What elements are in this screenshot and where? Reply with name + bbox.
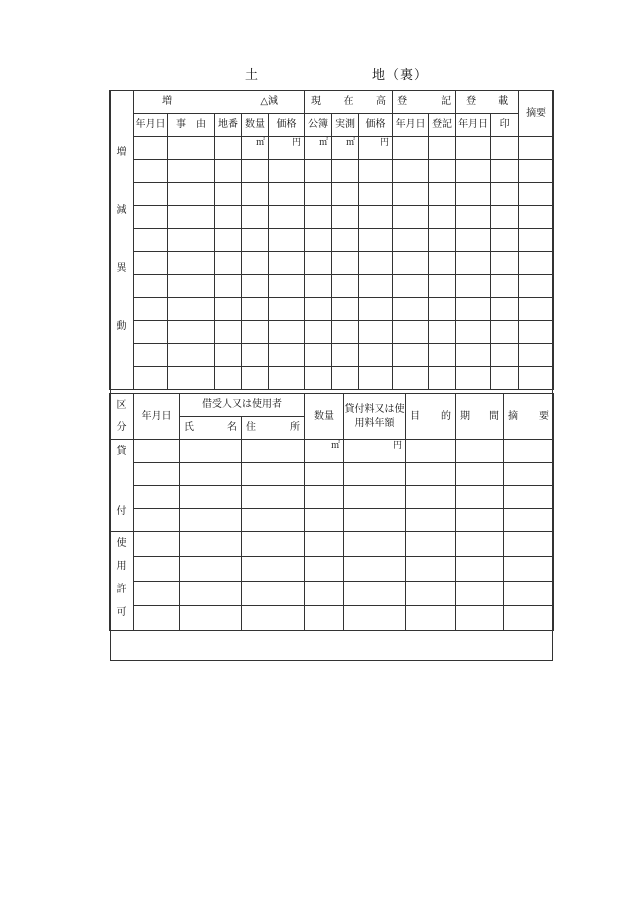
- cell[interactable]: [305, 229, 332, 252]
- cell[interactable]: [429, 160, 456, 183]
- cell[interactable]: [269, 367, 305, 390]
- cell[interactable]: [393, 321, 429, 344]
- cell[interactable]: [456, 298, 491, 321]
- cell[interactable]: [242, 463, 305, 486]
- cell[interactable]: [168, 298, 215, 321]
- cell[interactable]: [504, 440, 554, 463]
- cell[interactable]: [242, 367, 269, 390]
- cell[interactable]: [456, 344, 491, 367]
- side-char: 可: [116, 607, 127, 618]
- side-char: 貸: [116, 446, 127, 457]
- cell[interactable]: [456, 486, 504, 509]
- cell[interactable]: [168, 321, 215, 344]
- registration-group-header: 登 記: [393, 91, 456, 114]
- cell[interactable]: [134, 321, 168, 344]
- cell[interactable]: [134, 275, 168, 298]
- cell[interactable]: [168, 275, 215, 298]
- table-row: [110, 183, 554, 206]
- cell[interactable]: [429, 183, 456, 206]
- cell[interactable]: [215, 183, 242, 206]
- side-char: 減: [116, 205, 127, 216]
- cell[interactable]: [456, 556, 504, 581]
- cell[interactable]: [456, 321, 491, 344]
- cell[interactable]: [429, 321, 456, 344]
- col-header: 数量: [242, 114, 269, 137]
- cell[interactable]: [242, 581, 305, 606]
- name-header: 氏 名: [180, 417, 242, 440]
- col-header: 公簿: [305, 114, 332, 137]
- cell[interactable]: [429, 137, 456, 160]
- cell[interactable]: [456, 440, 504, 463]
- qty-header: 数量: [305, 394, 344, 440]
- cell[interactable]: [305, 463, 344, 486]
- cell[interactable]: [393, 275, 429, 298]
- cell[interactable]: [456, 606, 504, 631]
- cell[interactable]: [305, 344, 332, 367]
- cell[interactable]: [168, 137, 215, 160]
- cell[interactable]: [242, 252, 269, 275]
- side-char: 許: [116, 584, 127, 595]
- side-char: 増: [116, 147, 127, 158]
- col-header: 年月日: [456, 114, 491, 137]
- cell[interactable]: [332, 367, 359, 390]
- cell[interactable]: [491, 298, 519, 321]
- remarks-header: 摘要: [519, 91, 554, 137]
- cell[interactable]: [491, 206, 519, 229]
- unit-fee: 円: [344, 440, 406, 463]
- table-row: [110, 463, 554, 486]
- cell[interactable]: [242, 183, 269, 206]
- cell[interactable]: [429, 206, 456, 229]
- table-row: [110, 321, 554, 344]
- col-header: 地番: [215, 114, 242, 137]
- cell[interactable]: [242, 606, 305, 631]
- cell[interactable]: [269, 160, 305, 183]
- cell[interactable]: [134, 229, 168, 252]
- side-char: 使: [116, 538, 127, 549]
- cell[interactable]: [332, 344, 359, 367]
- cell[interactable]: [168, 344, 215, 367]
- cell[interactable]: [519, 160, 554, 183]
- cell[interactable]: [168, 206, 215, 229]
- cell[interactable]: [456, 367, 491, 390]
- cell[interactable]: [359, 344, 393, 367]
- cell[interactable]: [344, 606, 406, 631]
- cell[interactable]: [134, 160, 168, 183]
- cell[interactable]: [393, 206, 429, 229]
- cell[interactable]: [332, 160, 359, 183]
- cell[interactable]: [168, 367, 215, 390]
- table-row: [110, 252, 554, 275]
- current-group-header: 現 在 高: [305, 91, 393, 114]
- table-row: [110, 367, 554, 390]
- entry-group-header: 登 載: [456, 91, 519, 114]
- cell[interactable]: [180, 463, 242, 486]
- cell[interactable]: [393, 344, 429, 367]
- cell[interactable]: [180, 606, 242, 631]
- cell[interactable]: [242, 440, 305, 463]
- date-header: 年月日: [134, 394, 180, 440]
- lending-table: [109, 393, 554, 631]
- cell[interactable]: [359, 183, 393, 206]
- cell[interactable]: [456, 160, 491, 183]
- table-row: [110, 440, 554, 463]
- table-row: [110, 606, 554, 631]
- cell[interactable]: [215, 229, 242, 252]
- cell[interactable]: [393, 298, 429, 321]
- cell[interactable]: [180, 532, 242, 557]
- cell[interactable]: [359, 229, 393, 252]
- cell[interactable]: [305, 606, 344, 631]
- cell[interactable]: [359, 298, 393, 321]
- cell[interactable]: [242, 556, 305, 581]
- table-row: [110, 532, 554, 557]
- cell[interactable]: [504, 486, 554, 509]
- table-row: [110, 486, 554, 509]
- cell[interactable]: [504, 532, 554, 557]
- cell[interactable]: [504, 463, 554, 486]
- cell[interactable]: [344, 486, 406, 509]
- cell[interactable]: [359, 367, 393, 390]
- cell[interactable]: [429, 298, 456, 321]
- col-header: 事 由: [168, 114, 215, 137]
- cell[interactable]: [180, 556, 242, 581]
- cell[interactable]: [215, 298, 242, 321]
- title-left: 土: [245, 68, 260, 83]
- cell[interactable]: [456, 229, 491, 252]
- cell[interactable]: [305, 252, 332, 275]
- cell[interactable]: [305, 581, 344, 606]
- kubun-header: 区 分: [110, 394, 134, 440]
- cell[interactable]: [344, 556, 406, 581]
- cell[interactable]: [305, 367, 332, 390]
- side-char: 付: [116, 506, 127, 517]
- cell[interactable]: [180, 509, 242, 532]
- cell[interactable]: [406, 556, 456, 581]
- cell[interactable]: [134, 183, 168, 206]
- cell[interactable]: [519, 252, 554, 275]
- unit-cur-price: 円: [359, 137, 393, 160]
- cell[interactable]: [456, 137, 491, 160]
- cell[interactable]: [519, 137, 554, 160]
- cell[interactable]: [519, 229, 554, 252]
- cell[interactable]: [134, 440, 180, 463]
- cell[interactable]: [215, 344, 242, 367]
- cell[interactable]: [215, 160, 242, 183]
- table-row: [110, 509, 554, 532]
- cell[interactable]: [344, 581, 406, 606]
- cell[interactable]: [134, 206, 168, 229]
- cell[interactable]: [134, 486, 180, 509]
- cell[interactable]: [269, 275, 305, 298]
- cell[interactable]: [134, 532, 180, 557]
- cell[interactable]: [305, 321, 332, 344]
- side-char: 用: [116, 561, 127, 572]
- cell[interactable]: [344, 463, 406, 486]
- cell[interactable]: [269, 252, 305, 275]
- table-row: [110, 556, 554, 581]
- col-header: 印: [491, 114, 519, 137]
- cell[interactable]: [491, 367, 519, 390]
- cell[interactable]: [491, 344, 519, 367]
- col-header: 年月日: [134, 114, 168, 137]
- cell[interactable]: [134, 463, 180, 486]
- cell[interactable]: [491, 183, 519, 206]
- cell[interactable]: [359, 252, 393, 275]
- cell[interactable]: [242, 229, 269, 252]
- cell[interactable]: [332, 183, 359, 206]
- cell[interactable]: [491, 321, 519, 344]
- cell[interactable]: [504, 606, 554, 631]
- col-header: 価格: [359, 114, 393, 137]
- cell[interactable]: [393, 252, 429, 275]
- cell[interactable]: [180, 486, 242, 509]
- cell[interactable]: [168, 160, 215, 183]
- cell[interactable]: [134, 606, 180, 631]
- cell[interactable]: [134, 581, 180, 606]
- cell[interactable]: [504, 556, 554, 581]
- change-side-label: [110, 91, 134, 390]
- cell[interactable]: [180, 440, 242, 463]
- cell[interactable]: [456, 275, 491, 298]
- cell[interactable]: [491, 252, 519, 275]
- cell[interactable]: [344, 509, 406, 532]
- table-row: [110, 581, 554, 606]
- cell[interactable]: [359, 321, 393, 344]
- table-row: [110, 206, 554, 229]
- table-row: [110, 298, 554, 321]
- cell[interactable]: [215, 275, 242, 298]
- cell[interactable]: [269, 229, 305, 252]
- col-header: 登記: [429, 114, 456, 137]
- cell[interactable]: [134, 252, 168, 275]
- cell[interactable]: [519, 183, 554, 206]
- cell[interactable]: [134, 509, 180, 532]
- cell[interactable]: [406, 440, 456, 463]
- unit-price: 円: [269, 137, 305, 160]
- table-row: [110, 275, 554, 298]
- cell[interactable]: [215, 137, 242, 160]
- cell[interactable]: [134, 367, 168, 390]
- unit-koubo: ㎡: [305, 137, 332, 160]
- cell[interactable]: [393, 137, 429, 160]
- cell[interactable]: [429, 275, 456, 298]
- cell[interactable]: [215, 206, 242, 229]
- cell[interactable]: [491, 137, 519, 160]
- cell[interactable]: [168, 183, 215, 206]
- unit-qty: ㎡: [305, 440, 344, 463]
- cell[interactable]: [215, 367, 242, 390]
- cell[interactable]: [491, 229, 519, 252]
- cell[interactable]: [134, 556, 180, 581]
- cell[interactable]: [168, 229, 215, 252]
- cell[interactable]: [429, 367, 456, 390]
- cell[interactable]: [332, 252, 359, 275]
- cell[interactable]: [332, 298, 359, 321]
- col-header: 実測: [332, 114, 359, 137]
- cell[interactable]: [242, 298, 269, 321]
- cell[interactable]: [305, 486, 344, 509]
- cell[interactable]: [393, 229, 429, 252]
- col-header: 年月日: [393, 114, 429, 137]
- cell[interactable]: [305, 206, 332, 229]
- cell[interactable]: [519, 344, 554, 367]
- cell[interactable]: [305, 275, 332, 298]
- fee-header: 貸付料又は使用料年額: [344, 394, 406, 440]
- cell[interactable]: [456, 463, 504, 486]
- cell[interactable]: [332, 229, 359, 252]
- cell[interactable]: [305, 509, 344, 532]
- cell[interactable]: [429, 344, 456, 367]
- cell[interactable]: [344, 532, 406, 557]
- cell[interactable]: [168, 252, 215, 275]
- cell[interactable]: [456, 581, 504, 606]
- cell[interactable]: [134, 137, 168, 160]
- cell[interactable]: [406, 486, 456, 509]
- increase-group-header: 増 △減: [134, 91, 305, 114]
- table-row: [110, 160, 554, 183]
- cell[interactable]: [456, 183, 491, 206]
- cell[interactable]: [359, 275, 393, 298]
- cell[interactable]: [406, 463, 456, 486]
- cell[interactable]: [359, 160, 393, 183]
- purpose-header: 目 的: [406, 394, 456, 440]
- cell[interactable]: [519, 275, 554, 298]
- cell[interactable]: [504, 509, 554, 532]
- cell[interactable]: [305, 532, 344, 557]
- side-char: 異: [116, 263, 127, 274]
- cell[interactable]: [393, 183, 429, 206]
- cell[interactable]: [242, 344, 269, 367]
- cell[interactable]: [242, 275, 269, 298]
- table-row: [110, 344, 554, 367]
- cell[interactable]: [429, 229, 456, 252]
- cell[interactable]: [332, 206, 359, 229]
- cell[interactable]: [406, 606, 456, 631]
- use-permit-side-label: [110, 532, 134, 631]
- cell[interactable]: [242, 160, 269, 183]
- cell[interactable]: [456, 252, 491, 275]
- address-header: 住 所: [242, 417, 305, 440]
- cell[interactable]: [269, 206, 305, 229]
- cell[interactable]: [134, 298, 168, 321]
- cell[interactable]: [332, 321, 359, 344]
- cell[interactable]: [215, 252, 242, 275]
- cell[interactable]: [269, 298, 305, 321]
- unit-qty: ㎡: [242, 137, 269, 160]
- cell[interactable]: [242, 486, 305, 509]
- cell[interactable]: [406, 509, 456, 532]
- cell[interactable]: [519, 206, 554, 229]
- cell[interactable]: [519, 321, 554, 344]
- cell[interactable]: [456, 206, 491, 229]
- cell[interactable]: [406, 581, 456, 606]
- cell[interactable]: [269, 183, 305, 206]
- page-title: [0, 64, 630, 84]
- cell[interactable]: [456, 532, 504, 557]
- cell[interactable]: [180, 581, 242, 606]
- cell[interactable]: [393, 367, 429, 390]
- person-header: 借受人又は使用者: [180, 394, 305, 417]
- table-row: [110, 137, 554, 160]
- cell[interactable]: [242, 532, 305, 557]
- cell[interactable]: [359, 206, 393, 229]
- cell[interactable]: [269, 344, 305, 367]
- period-header: 期 間: [456, 394, 504, 440]
- cell[interactable]: [519, 367, 554, 390]
- cell[interactable]: [429, 252, 456, 275]
- cell[interactable]: [305, 556, 344, 581]
- cell[interactable]: [519, 298, 554, 321]
- lend-side-label: [110, 440, 134, 532]
- col-header: 価格: [269, 114, 305, 137]
- title-right: 地（裏）: [372, 68, 429, 83]
- cell[interactable]: [215, 321, 242, 344]
- cell[interactable]: [332, 275, 359, 298]
- cell[interactable]: [305, 298, 332, 321]
- cell[interactable]: [456, 509, 504, 532]
- cell[interactable]: [491, 275, 519, 298]
- cell[interactable]: [242, 206, 269, 229]
- cell[interactable]: [305, 160, 332, 183]
- cell[interactable]: [134, 344, 168, 367]
- cell[interactable]: [491, 160, 519, 183]
- table-row: [110, 229, 554, 252]
- cell[interactable]: [269, 321, 305, 344]
- cell[interactable]: [305, 183, 332, 206]
- cell[interactable]: [242, 321, 269, 344]
- cell[interactable]: [504, 581, 554, 606]
- cell[interactable]: [393, 160, 429, 183]
- side-char: 動: [116, 321, 127, 332]
- change-record-table: [109, 90, 554, 390]
- unit-jissoku: ㎡: [332, 137, 359, 160]
- cell[interactable]: [406, 532, 456, 557]
- cell[interactable]: [242, 509, 305, 532]
- remarks-header: 摘 要: [504, 394, 554, 440]
